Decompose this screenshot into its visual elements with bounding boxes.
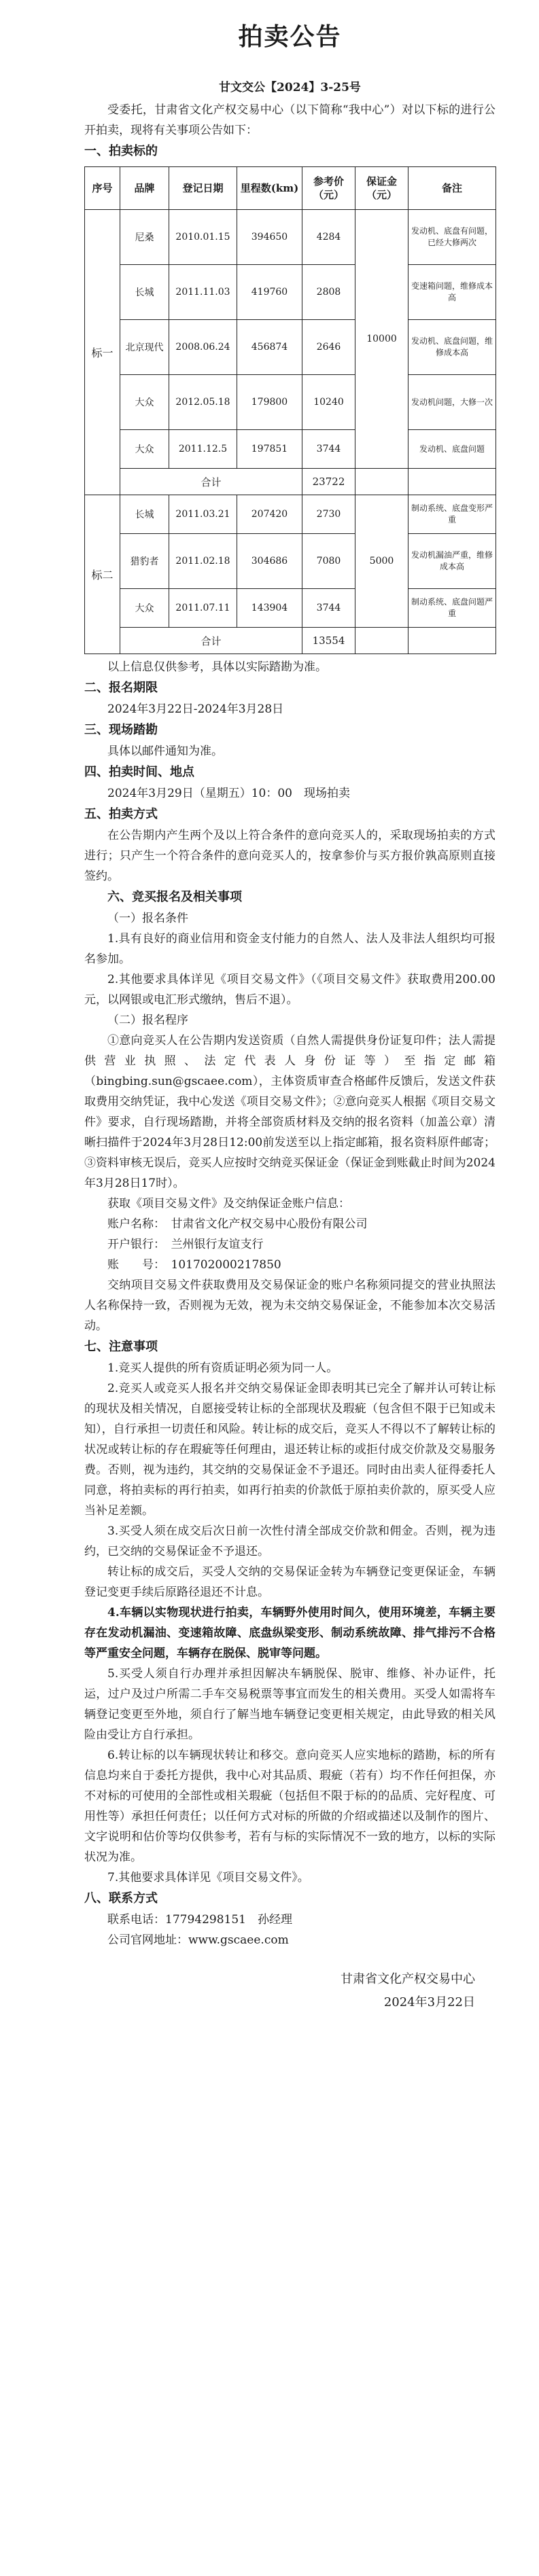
cell-km: 179800 bbox=[237, 375, 302, 430]
header-cell: 品牌 bbox=[120, 167, 169, 210]
cell-brand: 长城 bbox=[120, 495, 169, 534]
cell-date: 2011.07.11 bbox=[169, 589, 237, 628]
section-5-heading: 五、拍卖方式 bbox=[84, 807, 158, 821]
cell-brand: 大众 bbox=[120, 589, 169, 628]
cell-date: 2012.05.18 bbox=[169, 375, 237, 430]
table-row bbox=[85, 589, 496, 628]
total-empty bbox=[408, 628, 496, 654]
cell-price: 4284 bbox=[302, 210, 355, 265]
table-row bbox=[85, 265, 496, 320]
header-cell: 保证金（元） bbox=[355, 167, 408, 210]
signature-organization: 甘肃省文化产权交易中心 bbox=[341, 1972, 475, 1986]
total-empty bbox=[355, 469, 408, 495]
header-cell: 里程数(km) bbox=[237, 167, 302, 210]
section-4-text: 2024年3月29日（星期五）10：00 现场拍卖 bbox=[107, 787, 350, 800]
cell-note: 制动系统、底盘问题严重 bbox=[408, 589, 496, 628]
signature-date: 2024年3月22日 bbox=[383, 1995, 475, 2009]
header-cell: 备注 bbox=[408, 167, 496, 210]
account-info-intro: 获取《项目交易文件》及交纳保证金账户信息： bbox=[107, 1197, 350, 1211]
contact-phone: 联系电话：17794298151 孙经理 bbox=[107, 1913, 292, 1927]
table-row bbox=[85, 430, 496, 469]
notice-item-6: 6.转让标的以车辆现状转让和移交。意向竞买人应实地标的踏勘，标的所有信息均来自于委托方提供，我中心对其品质、瑕疵（若有）均不作任何担保，亦不对标的可使用的全部性或相关瑕疵（包括但不限于标的的品质、完好程度、可用性等）承担任何责任；以任何方式对标的所做的介绍或描述以及制作的图片、文字说明和估价等均仅供参考，若有与标的实际情况不一致的地方，以标的实际状况为准。 bbox=[84, 1749, 495, 1864]
cell-date: 2011.02.18 bbox=[169, 534, 237, 589]
cell-brand: 北京现代 bbox=[120, 320, 169, 375]
cell-km: 207420 bbox=[237, 495, 302, 534]
cell-note: 发动机漏油严重，维修成本高 bbox=[408, 534, 496, 589]
cell-brand: 尼桑 bbox=[120, 210, 169, 265]
notice-item-3: 3.买受人须在成交后次日前一次性付清全部成交价款和佣金。否则，视为违约，已交纳的交易保证金不予退还。 bbox=[84, 1524, 495, 1558]
account-bank: 开户银行： 兰州银行友谊支行 bbox=[107, 1238, 264, 1251]
notice-item-1: 1.竞买人提供的所有资质证明必须为同一人。 bbox=[107, 1361, 338, 1375]
total-value: 23722 bbox=[302, 469, 355, 495]
cell-price: 3744 bbox=[302, 589, 355, 628]
cell-date: 2008.06.24 bbox=[169, 320, 237, 375]
notice-item-2: 2.竞买人或竞买人报名并交纳交易保证金即表明其已完全了解并认可转让标的现状及相关情况，自愿接受转让标的全部现状及瑕疵（包含但不限于已知或未知），自行承担一切责任和风险。转让标的成交后，竞买人不得以不了解转让标的状况或转让标的存在瑕疵等任何理由，退还转让标的或拒付成交价款及交易服务费。否则，视为违约，其交纳的交易保证金不予退还。同时由出卖人征得委托人同意，将拍卖标的再行拍卖，如再行拍卖的价款低于原拍卖价款的，原买受人应当补足差额。 bbox=[84, 1382, 495, 1518]
cell-date: 2010.01.15 bbox=[169, 210, 237, 265]
section-5-text: 在公告期内产生两个及以上符合条件的意向竞买人的，采取现场拍卖的方式进行；只产生一个符合条件的意向竞买人的，按拿参价与买方报价孰高原则直接签约。 bbox=[84, 829, 495, 883]
intro-paragraph: 受委托，甘肃省文化产权交易中心（以下简称“我中心”）对以下标的进行公开拍卖，现将有关事项公告如下： bbox=[84, 103, 495, 137]
notice-item-4: 4.车辆以实物现状进行拍卖，车辆野外使用时间久，使用环境差，车辆主要存在发动机漏油、变速箱故障、底盘纵梁变形、制动系统故障、排气排污不合格等严重安全问题，车辆存在脱保、脱审等问题。 bbox=[84, 1606, 495, 1660]
header-cell: 参考价（元） bbox=[302, 167, 355, 210]
cell-date: 2011.12.5 bbox=[169, 430, 237, 469]
account-note: 交纳项目交易文件获取费用及交易保证金的账户名称须同提交的营业执照法人名称保持一致，否则视为无效，视为未交纳交易保证金，不能参加本次交易活动。 bbox=[84, 1278, 495, 1333]
cell-price: 10240 bbox=[302, 375, 355, 430]
cell-note: 变速箱问题，维修成本高 bbox=[408, 265, 496, 320]
cell-km: 456874 bbox=[237, 320, 302, 375]
section-6-1-item-2: 2.其他要求具体详见《项目交易文件》（《项目交易文件》获取费用200.00元，以网银或电汇形式缴纳，售后不退）。 bbox=[84, 973, 495, 1007]
cell-note: 制动系统、底盘变形严重 bbox=[408, 495, 496, 534]
lot-label: 标一 bbox=[85, 210, 120, 495]
total-value: 13554 bbox=[302, 628, 355, 654]
cell-brand: 长城 bbox=[120, 265, 169, 320]
table-row bbox=[85, 320, 496, 375]
table-row bbox=[85, 534, 496, 589]
cell-brand: 大众 bbox=[120, 375, 169, 430]
section-6-heading: 六、竞买报名及相关事项 bbox=[107, 890, 242, 904]
cell-date: 2011.03.21 bbox=[169, 495, 237, 534]
cell-km: 394650 bbox=[237, 210, 302, 265]
cell-brand: 猎豹者 bbox=[120, 534, 169, 589]
page-title: 拍卖公告 bbox=[238, 22, 342, 51]
section-6-2-heading: （二）报名程序 bbox=[107, 1014, 188, 1027]
contact-website: 公司官网地址：www.gscaee.com bbox=[107, 1933, 289, 1947]
section-3-heading: 三、现场踏勘 bbox=[84, 723, 158, 737]
total-label: 合计 bbox=[120, 628, 302, 654]
lot-table bbox=[84, 166, 496, 654]
cell-km: 419760 bbox=[237, 265, 302, 320]
section-2-text: 2024年3月22日-2024年3月28日 bbox=[107, 702, 284, 716]
cell-price: 2730 bbox=[302, 495, 355, 534]
section-7-heading: 七、注意事项 bbox=[84, 1340, 158, 1354]
cell-price: 3744 bbox=[302, 430, 355, 469]
section-6-1-heading: （一）报名条件 bbox=[107, 912, 188, 925]
section-6-1-item-1: 1.具有良好的商业信用和资金支付能力的自然人、法人及非法人组织均可报名参加。 bbox=[84, 932, 495, 966]
cell-note: 发动机问题，大修一次 bbox=[408, 375, 496, 430]
section-4-heading: 四、拍卖时间、地点 bbox=[84, 765, 194, 779]
section-1-heading: 一、拍卖标的 bbox=[84, 144, 158, 158]
cell-price: 7080 bbox=[302, 534, 355, 589]
table-header-row bbox=[85, 167, 496, 210]
table-total-row bbox=[85, 628, 496, 654]
cell-price: 2808 bbox=[302, 265, 355, 320]
cell-km: 143904 bbox=[237, 589, 302, 628]
cell-note: 发动机、底盘问题 bbox=[408, 430, 496, 469]
table-row bbox=[85, 495, 496, 534]
cell-brand: 大众 bbox=[120, 430, 169, 469]
cell-km: 197851 bbox=[237, 430, 302, 469]
table-row bbox=[85, 375, 496, 430]
lot-deposit: 10000 bbox=[355, 210, 408, 469]
table-row bbox=[85, 210, 496, 265]
total-empty bbox=[355, 628, 408, 654]
header-cell: 序号 bbox=[85, 167, 120, 210]
section-2-heading: 二、报名期限 bbox=[84, 681, 158, 695]
section-6-2-procedure: ①意向竞买人在公告期内发送资质（自然人需提供身份证复印件；法人需提供营业执照、法定代表人身份证等）至指定邮箱（bingbing.sun@gscaee.com），主体资质审查合格邮件反馈后，发送文件获取费用交纳凭证，我中心发送《项目交易文件》；②意向竞买人根据《项目交易文件》要求，自行现场踏勘，并将全部资质材料及交纳的报名资料（加盖公章）清晰扫描件于2024年3月28日12:00前发送至以上指定邮箱，报名资料原件邮寄；③资料审核无误后，竞买人应按时交纳竞买保证金（保证金到账截止时间为2024年3月28日17时）。 bbox=[84, 1034, 495, 1190]
header-cell: 登记日期 bbox=[169, 167, 237, 210]
notice-item-7: 7.其他要求具体详见《项目交易文件》。 bbox=[107, 1871, 309, 1884]
account-name: 账户名称： 甘肃省文化产权交易中心股份有限公司 bbox=[107, 1217, 368, 1231]
cell-price: 2646 bbox=[302, 320, 355, 375]
section-3-text: 具体以邮件通知为准。 bbox=[107, 745, 223, 758]
table-footnote: 以上信息仅供参考，具体以实际踏勘为准。 bbox=[107, 660, 327, 674]
cell-date: 2011.11.03 bbox=[169, 265, 237, 320]
lot-label: 标二 bbox=[85, 495, 120, 654]
table-total-row bbox=[85, 469, 496, 495]
account-number: 账 号： 101702000217850 bbox=[107, 1258, 281, 1272]
lot-deposit: 5000 bbox=[355, 495, 408, 628]
notice-item-3-cont: 转让标的成交后，买受人交纳的交易保证金转为车辆登记变更保证金，车辆登记变更手续后原路径退还不计息。 bbox=[84, 1565, 495, 1599]
notice-item-5: 5.买受人须自行办理并承担因解决车辆脱保、脱审、维修、补办证件，托运，过户及过户所需二手车交易税票等事宜而发生的相关费用。买受人如需将车辆登记变更至外地，须自行了解当地车辆登记变更相关规定，由此导致的相关风险由受让方自行承担。 bbox=[84, 1667, 495, 1742]
document-number: 甘文交公【2024】3-25号 bbox=[219, 81, 361, 94]
cell-note: 发动机、底盘问题，维修成本高 bbox=[408, 320, 496, 375]
total-label: 合计 bbox=[120, 469, 302, 495]
cell-note: 发动机、底盘有问题，已经大修两次 bbox=[408, 210, 496, 265]
section-8-heading: 八、联系方式 bbox=[84, 1891, 158, 1906]
total-empty bbox=[408, 469, 496, 495]
cell-km: 304686 bbox=[237, 534, 302, 589]
